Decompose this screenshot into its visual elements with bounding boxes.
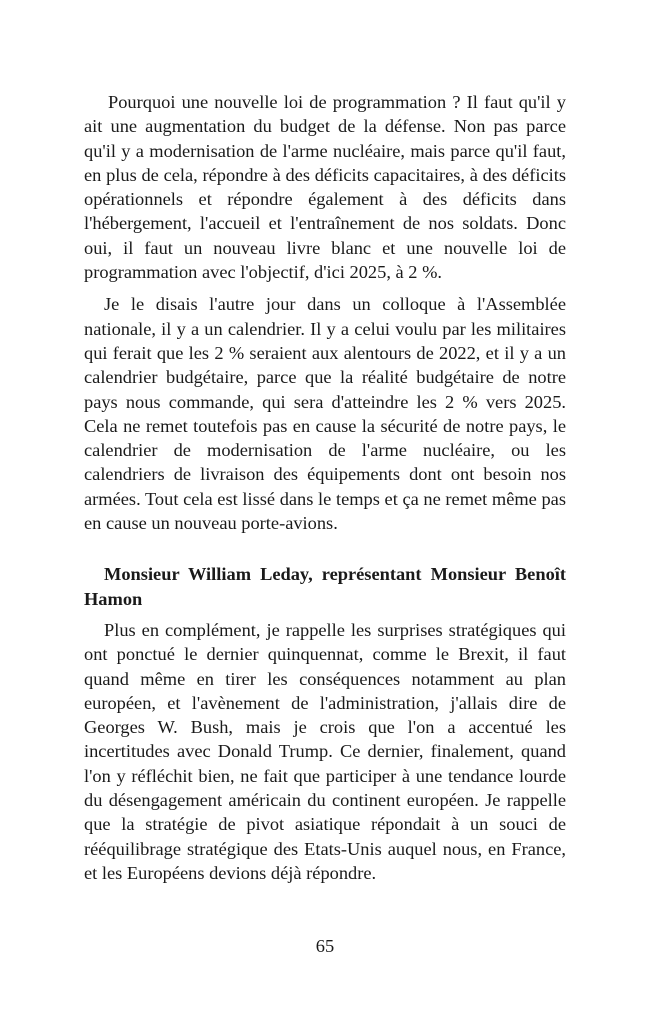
page-number: 65 <box>315 936 335 956</box>
paragraph: Plus en complément, je rappelle les surprises stratégiques qui ont ponctué le dernier quinquennat, comme le Brexit, il faut quand même en tirer les conséquences notamment au plan européen, et l'avènement de l'administration, j'allais dire de Georges W. Bush, mais je crois que l'on a accentué les incertitudes avec Donald Trump. Ce dernier, finalement, quand l'on y réfléchit bien, ne fait que participer à une tendance lourde du désengagement américain du continent européen. Je rappelle que la stratégie de pivot asiatique répondait à un souci de rééquilibrage stratégique des Etats-Unis auquel nous, en France, et les Européens devions déjà répondre. <box>84 619 566 883</box>
paragraph: Je le disais l'autre jour dans un colloque à l'Assemblée nationale, il y a un calendrier. Il y a celui voulu par les militaires qui ferait que les 2 % seraient aux alentours de 2022, et il y a un calendrier budgétaire, parce que la réalité budgétaire de notre pays nous commande, qui sera d'atteindre les 2 % vers 2025. Cela ne remet toutefois pas en cause la sécurité de notre pays, le calendrier de modernisation de l'arme nucléaire, ou les calendriers de livraison des équipements dont ont besoin nos armées. Tout cela est lissé dans le temps et ça ne remet même pas en cause un nouveau porte-avions. <box>84 294 566 534</box>
paragraph: Pourquoi une nouvelle loi de programmation ? Il faut qu'il y ait une augmentation du budget de la défense. Non pas parce qu'il y a modernisation de l'arme nucléaire, mais parce qu'il faut, en plus de cela, répondre à des déficits capacitaires, à des déficits opérationnels et répondre également à des déficits dans l'hébergement, l'accueil et l'entraînement de nos soldats. Donc oui, il faut un nouveau livre blanc et une nouvelle loi de programmation avec l'objectif, d'ici 2025, à 2 %. <box>84 92 566 283</box>
page-body <box>84 90 566 885</box>
speaker-heading: Monsieur William Leday, représentant Monsieur Benoît Hamon <box>84 564 566 609</box>
